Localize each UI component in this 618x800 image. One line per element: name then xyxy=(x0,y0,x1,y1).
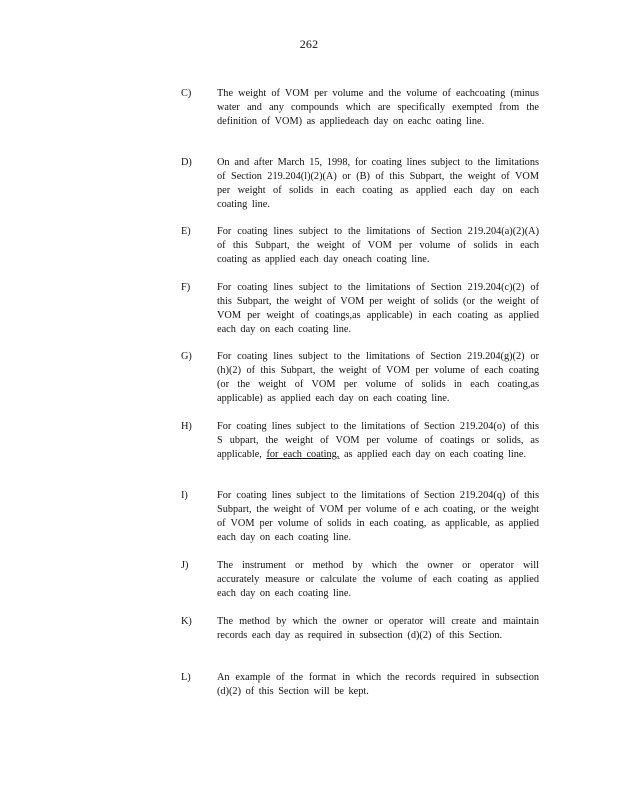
item-text: The instrument or method by which the owner or operator will accurately measure or calculate the volume of each coating as applied each day on each coating line. xyxy=(217,560,539,599)
page-number: 262 xyxy=(299,37,319,51)
list-item-e xyxy=(181,225,541,267)
item-text xyxy=(217,420,539,462)
list-item-d xyxy=(181,156,541,212)
list-item-l xyxy=(181,671,541,699)
item-letter: E) xyxy=(181,226,191,237)
item-letter: L) xyxy=(181,672,191,683)
list-item-i xyxy=(181,489,541,545)
list-item-j xyxy=(181,559,541,601)
item-text-before: For coating lines subject to the limitations of Section 219.204(o) of this S ubpart, the weight of VOM per volume of coatings or solids, as applicable, xyxy=(217,421,539,460)
underlined-phrase: for each coating, xyxy=(266,449,340,460)
list-item-g xyxy=(181,350,541,406)
list-item-h xyxy=(181,420,541,462)
item-letter: G) xyxy=(181,351,192,362)
item-text: For coating lines subject to the limitations of Section 219.204(q) of this Subpart, the weight of VOM per volume of e ach coating, or the weight of VOM per volume of solids in each coating, as applicable, as applied each day on each coating line. xyxy=(217,490,539,543)
item-letter: I) xyxy=(181,490,188,501)
item-letter: D) xyxy=(181,157,192,168)
list-item-c xyxy=(181,87,541,129)
item-text: For coating lines subject to the limitations of Section 219.204(c)(2) of this Subpart, the weight of VOM per weight of solids (or the weight of VOM per weight of coatings,as applicable) in each coating as applied each day on each coating line. xyxy=(217,282,539,335)
item-text-after: as applied each day on each coating line. xyxy=(339,449,527,460)
item-letter: H) xyxy=(181,421,192,432)
list-item-f xyxy=(181,281,541,337)
item-letter: J) xyxy=(181,560,189,571)
item-text: For coating lines subject to the limitations of Section 219.204(g)(2) or (h)(2) of this Subpart, the weight of VOM per volume of each coating (or the weight of VOM per volume of solids in each coating,as applicable) as applied each day on each coating line. xyxy=(217,351,539,404)
list-item-k xyxy=(181,615,541,643)
item-letter: F) xyxy=(181,282,191,293)
item-text: On and after March 15, 1998, for coating lines subject to the limitations of Section 219.204(l)(2)(A) or (B) of this Subpart, the weight of VOM per weight of solids in each coating as applied each day on each coating line. xyxy=(217,157,539,210)
item-letter: C) xyxy=(181,88,192,99)
item-text: For coating lines subject to the limitations of Section 219.204(a)(2)(A) of this Subpart, the weight of VOM per volume of solids in each coating as applied each day oneach coating line. xyxy=(217,226,539,265)
item-text: An example of the format in which the records required in subsection (d)(2) of this Section will be kept. xyxy=(217,672,539,697)
item-letter: K) xyxy=(181,616,192,627)
item-text: The method by which the owner or operator will create and maintain records each day as required in subsection (d)(2) of this Section. xyxy=(217,616,539,641)
item-text: The weight of VOM per volume and the volume of eachcoating (minus water and any compounds which are specifically exempted from the definition of VOM) as appliedeach day on eachc oating line. xyxy=(217,88,539,127)
